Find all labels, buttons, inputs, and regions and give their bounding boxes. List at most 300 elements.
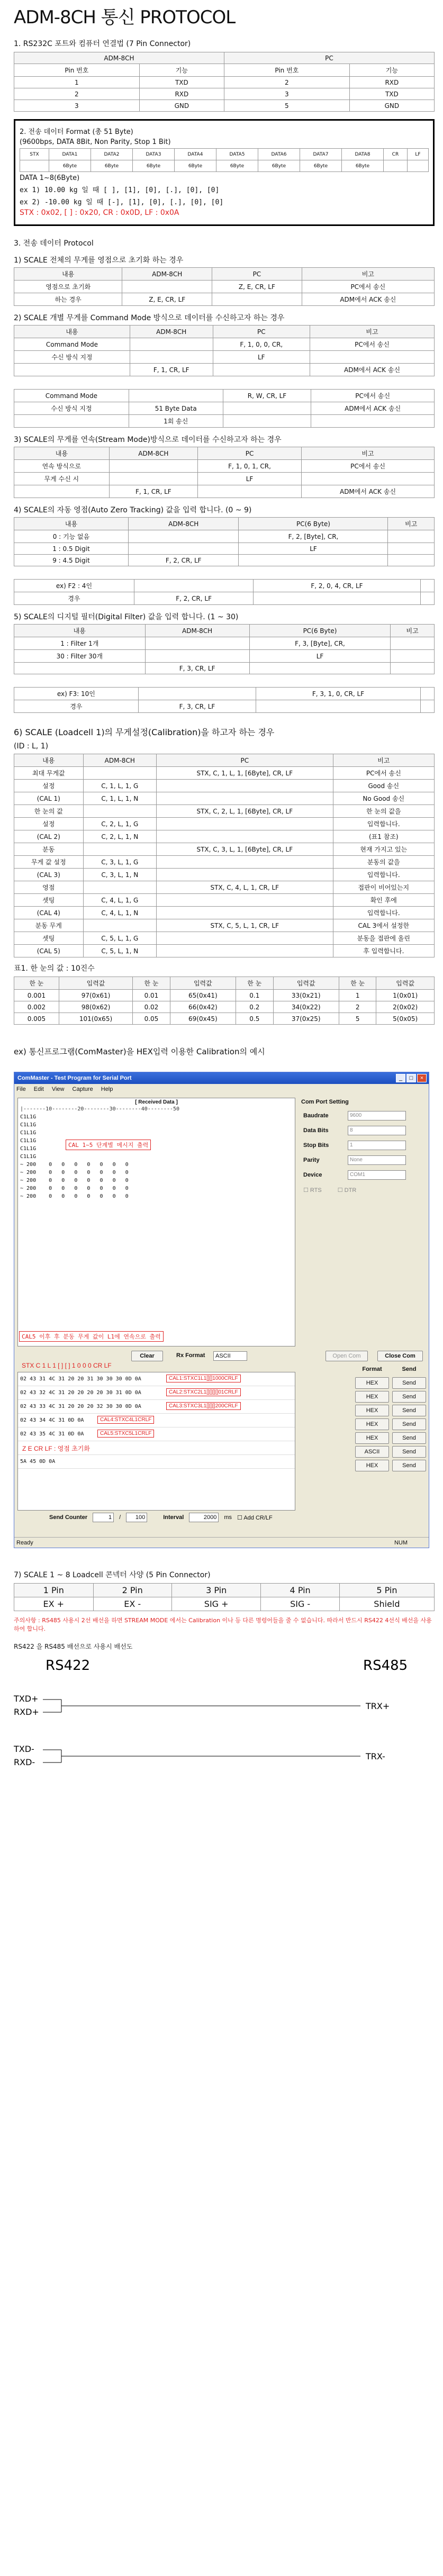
data-bits-select[interactable]: 8 <box>348 1126 406 1135</box>
cell <box>391 650 435 663</box>
cell: 입력합니다. <box>333 907 434 919</box>
group-adm: ADM-8CH <box>14 52 224 64</box>
cell: F, 2, CR, LF <box>134 592 253 605</box>
send-row[interactable]: 02 43 31 4C 31 20 20 31 30 30 30 0D 0A <box>18 1372 295 1386</box>
cell <box>157 945 333 957</box>
cell: CAL 3에서 설정한 <box>333 919 434 932</box>
frame-cell: 6Byte <box>49 160 91 172</box>
cell: 확인 후에 <box>333 894 434 907</box>
cell: 33(0x21) <box>273 990 339 1001</box>
cell: 101(0x65) <box>59 1013 132 1025</box>
cell: 0.01 <box>133 990 170 1001</box>
header-cell: 기능 <box>139 64 224 77</box>
frame-col: DATA8 <box>341 149 383 160</box>
column-ruler: |-------10--------20--------30--------40--------50 <box>20 1106 180 1112</box>
pin-function: Shield <box>339 1597 434 1611</box>
pin-function: SIG - <box>261 1597 339 1611</box>
cell: RXD <box>349 77 434 88</box>
cell: TXD <box>349 88 434 100</box>
command-mode-table <box>14 325 435 376</box>
cell: 분동의 값을 <box>333 856 434 869</box>
cell: 3 <box>14 100 140 112</box>
cell: 입력합니다. <box>333 818 434 830</box>
menu-help[interactable]: Help <box>101 1086 113 1092</box>
close-icon[interactable]: × <box>417 1074 427 1082</box>
frame-cell: 6Byte <box>91 160 132 172</box>
cell: PC에서 송신 <box>311 390 435 402</box>
header-cell: 비고 <box>333 754 434 767</box>
cell: ADM에서 ACK 송신 <box>302 485 435 498</box>
format-button[interactable]: HEX <box>355 1418 389 1430</box>
wiring-diagram-svg <box>14 1654 432 1786</box>
cell: 0.001 <box>14 990 59 1001</box>
recv-line: C1L1G <box>20 1154 37 1160</box>
clear-button[interactable]: Clear <box>131 1351 163 1361</box>
cell: 수신 방식 지정 <box>14 402 129 415</box>
send-button[interactable]: Send <box>392 1418 426 1430</box>
header-cell: Pin 번호 <box>14 64 140 77</box>
cell: C, 1, L, 1, N <box>83 792 157 805</box>
frame-cell <box>383 160 407 172</box>
cell: STX, C, 5, L, 1, CR, LF <box>157 919 333 932</box>
rs485-warning: 주의사항 : RS485 사용시 2선 배선을 하면 STREAM MODE 에서는 Calibration 이나 등 다른 명령어들을 줄 수 없습니다. 따라서 반드시 RS422 4선식 배선을 사용하여 합니다. <box>14 1617 432 1632</box>
rx-format-label: Rx Format <box>176 1352 205 1359</box>
wiring-diagram <box>14 1654 435 1788</box>
cell: 1 : Filter 1개 <box>14 637 146 650</box>
cell <box>157 856 333 869</box>
receive-controls <box>17 1350 415 1362</box>
cell: C, 3, L, 1, G <box>83 856 157 869</box>
trx-plus-label: TRX+ <box>366 1701 390 1711</box>
sub-4-heading: 4) SCALE의 자동 영점(Auto Zero Tracking) 값을 입력 합니다. (0 ~ 9) <box>14 506 252 514</box>
cell: 0.005 <box>14 1013 59 1025</box>
close-com-button[interactable]: Close Com <box>377 1351 423 1361</box>
send-button[interactable]: Send <box>392 1446 426 1458</box>
pin-connection-table <box>14 52 435 112</box>
num-indicator: NUM <box>394 1540 408 1546</box>
cell: Good 송신 <box>333 780 434 792</box>
cell <box>249 663 391 674</box>
cell: 영점 <box>14 881 84 894</box>
section-1-heading: 1. RS232C 포트와 컴퓨터 연결법 (7 Pin Connector) <box>14 40 191 48</box>
control-codes: STX : 0x02, [ ] : 0x20, CR : 0x0D, LF : 0x0A <box>20 209 179 217</box>
cell: PC에서 송신 <box>333 767 434 780</box>
format-button[interactable]: HEX <box>355 1391 389 1403</box>
cal2-note: CAL2:STXC2L1[][][][]01CRLF <box>166 1388 241 1396</box>
recv-line: C1L1G <box>20 1114 37 1120</box>
cal1-note: CAL1:STXC1L1[][]1000CRLF <box>166 1375 241 1382</box>
header-cell: 비고 <box>310 326 435 338</box>
send-row[interactable]: 5A 45 0D 0A <box>18 1455 295 1469</box>
cell: 51 Byte Data <box>129 402 223 415</box>
send-row[interactable]: 02 43 35 4C 31 0D 0A <box>18 1427 295 1441</box>
cell <box>388 530 435 543</box>
cell: LF <box>198 473 302 485</box>
example-2: ex 2) -10.00 kg 일 때 [-], [1], [0], [.], [0], [0] <box>20 198 224 206</box>
cell: 1 <box>14 77 140 88</box>
cell: STX, C, 1, L, 1, [6Byte], CR, LF <box>157 767 333 780</box>
menu-edit[interactable]: Edit <box>33 1086 44 1092</box>
header-cell: 입력값 <box>273 977 339 990</box>
cell: Z, E, CR, LF <box>212 281 302 293</box>
cal4-note: CAL4:STXC4L1CRLF <box>97 1416 154 1424</box>
dtr-checkbox[interactable]: ☐ DTR <box>337 1187 357 1194</box>
rs422-label: RS422 <box>46 1658 91 1674</box>
parity-select[interactable]: None <box>348 1155 406 1165</box>
baudrate-select[interactable]: 9600 <box>348 1111 406 1120</box>
example-1: ex 1) 10.00 kg 일 때 [ ], [1], [0], [.], [0], [0] <box>20 186 220 194</box>
rxd-minus-label: RXD- <box>14 1757 35 1767</box>
format-button[interactable]: HEX <box>355 1432 389 1444</box>
menu-capture[interactable]: Capture <box>72 1086 93 1092</box>
cell: (표1 참조) <box>333 830 434 843</box>
cell: 입력합니다. <box>333 869 434 881</box>
format-button[interactable]: HEX <box>355 1405 389 1416</box>
stream-mode-table <box>14 447 435 498</box>
cell: C, 2, L, 1, G <box>83 818 157 830</box>
cell: ADM에서 ACK 송신 <box>310 364 435 376</box>
cell <box>420 580 434 592</box>
header-cell: PC(6 Byte) <box>239 518 388 530</box>
cell <box>198 485 302 498</box>
cell: C, 1, L, 1, G <box>83 780 157 792</box>
cell: (CAL 1) <box>14 792 84 805</box>
cell: C, 5, L, 1, N <box>83 945 157 957</box>
recv-line: ~ 200 0 0 0 0 0 0 0 <box>20 1178 129 1183</box>
cell: (CAL 3) <box>14 869 84 881</box>
recv-line: C1L1G <box>20 1130 37 1136</box>
cell: 98(0x62) <box>59 1001 132 1013</box>
cell: 97(0x61) <box>59 990 132 1001</box>
cell: C, 4, L, 1, N <box>83 907 157 919</box>
zero-table <box>14 267 435 306</box>
minimize-icon[interactable]: _ <box>396 1074 405 1082</box>
recv-line: C1L1G <box>20 1146 37 1152</box>
cell: ADM에서 ACK 송신 <box>302 293 434 306</box>
cell <box>420 592 434 605</box>
frame-col: DATA3 <box>132 149 174 160</box>
commaster-window <box>14 1072 429 1548</box>
cell: 분동 무게 <box>14 919 84 932</box>
cell <box>239 555 388 566</box>
cell: C, 5, L, 1, G <box>83 932 157 945</box>
cell: 0.2 <box>236 1001 273 1013</box>
com-port-setting-title: Com Port Setting <box>301 1099 349 1105</box>
auto-zero-example-table <box>14 579 435 605</box>
cell: F, 2, 0, 4, CR, LF <box>254 580 420 592</box>
cell <box>157 907 333 919</box>
rx-format-select[interactable]: ASCII <box>213 1351 247 1361</box>
rts-checkbox[interactable]: ☐ RTS <box>303 1187 322 1194</box>
device-select[interactable]: COM1 <box>348 1170 406 1180</box>
cell: 69(0x45) <box>170 1013 236 1025</box>
cell: F, 3, [Byte], CR, <box>249 637 391 650</box>
cell <box>83 767 157 780</box>
cal-step-annotation: CAL 1~5 단계별 메시지 출력 <box>66 1140 151 1150</box>
division-value-table <box>14 977 435 1025</box>
cell: 1 <box>339 990 376 1001</box>
cell: 0.5 <box>236 1013 273 1025</box>
header-cell: 내용 <box>14 754 84 767</box>
cell: ex) F3: 10인 <box>14 688 139 700</box>
cell: STX, C, 4, L, 1, CR, LF <box>157 881 333 894</box>
cell: 37(0x25) <box>273 1013 339 1025</box>
cell <box>213 364 310 376</box>
cell: 1(0x01) <box>376 990 435 1001</box>
cell <box>302 473 435 485</box>
send-header: Send <box>402 1366 417 1372</box>
send-button[interactable]: Send <box>392 1377 426 1389</box>
section-6-id: (ID : L, 1) <box>14 742 49 751</box>
cell <box>388 543 435 555</box>
cell: 5(0x05) <box>376 1013 435 1025</box>
cell: STX, C, 2, L, 1, [6Byte], CR, LF <box>157 805 333 818</box>
wiring-title: RS422 을 RS485 배선으로 사용시 배선도 <box>14 1643 133 1650</box>
cell <box>14 663 146 674</box>
stop-bits-select[interactable]: 1 <box>348 1141 406 1150</box>
cell <box>145 637 249 650</box>
header-cell: 비고 <box>388 518 435 530</box>
cell: F, 1, CR, LF <box>130 364 213 376</box>
cell: 0.1 <box>236 990 273 1001</box>
recv-line: ~ 200 0 0 0 0 0 0 0 <box>20 1194 129 1199</box>
frame-col: DATA5 <box>216 149 258 160</box>
cell: 9 : 4.5 Digit <box>14 555 129 566</box>
header-cell: 내용 <box>14 326 130 338</box>
header-cell: 비고 <box>391 625 435 637</box>
frame-cell <box>407 160 428 172</box>
dtr-label: DTR <box>344 1187 357 1194</box>
cell: Command Mode <box>14 390 129 402</box>
cell: 셋팅 <box>14 932 84 945</box>
cell: F, 2, CR, LF <box>128 555 239 566</box>
header-cell: 한 눈 <box>133 977 170 990</box>
cell: GND <box>349 100 434 112</box>
maximize-icon[interactable]: □ <box>406 1074 416 1082</box>
section-3-heading: 3. 전송 데이터 Protocol <box>14 239 94 248</box>
filter-example-table <box>14 687 435 713</box>
cell: 1 : 0.5 Digit <box>14 543 129 555</box>
send-counter-label: Send Counter <box>49 1514 88 1521</box>
cell: 2(0x02) <box>376 1001 435 1013</box>
cell <box>157 830 333 843</box>
frame-col: LF <box>407 149 428 160</box>
cell <box>14 415 129 428</box>
cell: 연속 방식으로 <box>14 460 110 473</box>
header-cell: 기능 <box>349 64 434 77</box>
filter-table <box>14 624 435 674</box>
header-cell: ADM-8CH <box>83 754 157 767</box>
cell <box>420 688 434 700</box>
section-2-heading: 2. 전송 데이터 Format (총 51 Byte) <box>20 128 133 136</box>
read-weight-table <box>14 389 435 428</box>
send-row[interactable]: 02 43 33 4C 31 20 20 20 32 30 30 0D 0A <box>18 1400 295 1414</box>
frame-col: DATA6 <box>258 149 300 160</box>
cell: 경우 <box>14 700 139 713</box>
send-total-input[interactable]: 100 <box>126 1513 147 1522</box>
cell <box>128 530 239 543</box>
frame-cell: 6Byte <box>216 160 258 172</box>
send-counter-value[interactable]: 1 <box>93 1513 114 1522</box>
window-title: ComMaster - Test Program for Serial Port <box>14 1072 429 1084</box>
frame-cell <box>20 160 49 172</box>
menu-view[interactable]: View <box>51 1086 65 1092</box>
add-crlf-label: Add CR/LF <box>243 1514 273 1521</box>
pin-function: EX - <box>93 1597 171 1611</box>
cell <box>157 869 333 881</box>
cell: 0 : 기능 없음 <box>14 530 129 543</box>
pin-header: 5 Pin <box>339 1584 434 1597</box>
header-cell: Pin 번호 <box>224 64 349 77</box>
format-header: Format <box>362 1366 382 1372</box>
cell: ADM에서 ACK 송신 <box>311 402 435 415</box>
calibration-table <box>14 754 435 957</box>
header-cell: ADM-8CH <box>130 326 213 338</box>
trx-minus-label: TRX- <box>366 1751 385 1761</box>
cell <box>157 818 333 830</box>
cell <box>420 700 434 713</box>
cell <box>223 415 311 428</box>
cell: LF <box>213 351 310 364</box>
frame-cell: 6Byte <box>174 160 216 172</box>
header-cell: 입력값 <box>59 977 132 990</box>
format-button[interactable]: HEX <box>355 1377 389 1389</box>
header-cell: 입력값 <box>170 977 236 990</box>
format-button[interactable]: ASCII <box>355 1446 389 1458</box>
send-row[interactable]: 02 43 34 4C 31 0D 0A <box>18 1414 295 1427</box>
cell <box>212 293 302 306</box>
auto-zero-table <box>14 517 435 566</box>
cell <box>157 780 333 792</box>
cal5-note: CAL5:STXC5L1CRLF <box>97 1430 154 1438</box>
cell: PC에서 송신 <box>310 338 435 351</box>
cell: 30 : Filter 30개 <box>14 650 146 663</box>
header-cell: ADM-8CH <box>128 518 239 530</box>
cal3-note: CAL3:STXC3L1[][][]200CRLF <box>166 1402 241 1410</box>
data-format-box <box>14 119 435 226</box>
send-data-list[interactable] <box>17 1372 295 1511</box>
cell <box>145 650 249 663</box>
add-crlf-checkbox[interactable]: ☐ Add CR/LF <box>237 1514 273 1521</box>
cell: C, 4, L, 1, G <box>83 894 157 907</box>
rs485-label: RS485 <box>363 1658 408 1674</box>
baudrate-label: Baudrate <box>303 1113 329 1119</box>
frame-format-table <box>20 148 429 172</box>
cell: F, 1, CR, LF <box>109 485 197 498</box>
header-cell: 한 눈 <box>14 977 59 990</box>
commaster-example-title: ex) 통신프로그램(ComMaster)을 HEX입력 이용한 Calibration의 예시 <box>14 1047 265 1056</box>
cell: (CAL 5) <box>14 945 84 957</box>
send-button[interactable]: Send <box>392 1432 426 1444</box>
cell: 무게 값 설정 <box>14 856 84 869</box>
cell: F, 3, CR, LF <box>138 700 256 713</box>
table1-title: 표1. 한 눈의 값 : 10진수 <box>14 964 95 973</box>
cell: STX, C, 3, L, 1, [6Byte], CR, LF <box>157 843 333 856</box>
cell <box>83 881 157 894</box>
frame-cell: 6Byte <box>341 160 383 172</box>
cell: 5 <box>224 100 349 112</box>
status-text: Ready <box>16 1540 33 1546</box>
cell: TXD <box>139 77 224 88</box>
cell: F, 2, [Byte], CR, <box>239 530 388 543</box>
cell: (CAL 4) <box>14 907 84 919</box>
cell: 66(0x42) <box>170 1001 236 1013</box>
frame-col: DATA1 <box>49 149 91 160</box>
pin-header: 2 Pin <box>93 1584 171 1597</box>
send-row[interactable]: 02 43 32 4C 31 20 20 20 20 30 31 0D 0A <box>18 1386 295 1400</box>
header-cell: 한 눈 <box>236 977 273 990</box>
cell: F, 1, 0, 1, CR, <box>198 460 302 473</box>
data-bits-label: Data Bits <box>303 1127 329 1134</box>
cell: 영점으로 초기화 <box>14 281 122 293</box>
sub-5-heading: 5) SCALE의 디지털 필터(Digital Filter) 값을 입력 합니다. (1 ~ 30) <box>14 613 239 621</box>
cell: 5 <box>339 1013 376 1025</box>
send-button[interactable]: Send <box>392 1405 426 1416</box>
send-button[interactable]: Send <box>392 1460 426 1471</box>
cell: 현재 가지고 있는 <box>333 843 434 856</box>
cell: F, 3, 1, 0, CR, LF <box>256 688 421 700</box>
rxd-plus-label: RXD+ <box>14 1707 39 1717</box>
header-cell: 입력값 <box>376 977 435 990</box>
cell: 2 <box>224 77 349 88</box>
cell: 0.02 <box>133 1001 170 1013</box>
header-cell: 내용 <box>14 447 110 460</box>
cell: Z, E, CR, LF <box>122 293 212 306</box>
cell: (CAL 2) <box>14 830 84 843</box>
header-cell: ADM-8CH <box>109 447 197 460</box>
interval-input[interactable]: 2000 <box>189 1513 219 1522</box>
cell: 설정 <box>14 818 84 830</box>
cell: Command Mode <box>14 338 130 351</box>
cell: 2 <box>14 88 140 100</box>
cell <box>157 932 333 945</box>
cell <box>83 919 157 932</box>
com-port-setting <box>300 1098 426 1257</box>
parity-label: Parity <box>303 1157 320 1163</box>
cell: 후 입력합니다. <box>333 945 434 957</box>
group-pc: PC <box>224 52 434 64</box>
cell <box>391 663 435 674</box>
pin-function: SIG + <box>171 1597 261 1611</box>
status-bar <box>14 1537 429 1548</box>
menu-file[interactable]: File <box>16 1086 26 1092</box>
device-label: Device <box>303 1172 322 1178</box>
interval-label: Interval <box>163 1514 184 1521</box>
cell: ex) F2 : 4인 <box>14 580 134 592</box>
send-button[interactable]: Send <box>392 1391 426 1403</box>
header-cell: PC <box>212 268 302 281</box>
stop-bits-label: Stop Bits <box>303 1142 329 1149</box>
cell <box>130 338 213 351</box>
received-data-panel[interactable] <box>17 1098 295 1346</box>
cell: PC에서 송신 <box>302 460 435 473</box>
cell <box>83 805 157 818</box>
txd-plus-label: TXD+ <box>14 1694 39 1704</box>
frame-col: DATA4 <box>174 149 216 160</box>
section-7-heading: 7) SCALE 1 ~ 8 Loadcell 콘넥터 사양 (5 Pin Connector) <box>14 1571 211 1579</box>
cell <box>388 555 435 566</box>
cell: 2 <box>339 1001 376 1013</box>
cell <box>128 543 239 555</box>
recv-line: C1L1G <box>20 1122 37 1128</box>
stx-annotation: STX C 1 L 1 [ ] [ ] 1 0 0 0 CR LF <box>22 1362 112 1369</box>
cell: 무게 수신 시 <box>14 473 110 485</box>
menu-bar <box>14 1084 429 1095</box>
page-title: ADM-8CH 통신 PROTOCOL <box>14 7 236 28</box>
format-button[interactable]: HEX <box>355 1460 389 1471</box>
cell <box>134 580 253 592</box>
open-com-button[interactable]: Open Com <box>326 1351 368 1361</box>
